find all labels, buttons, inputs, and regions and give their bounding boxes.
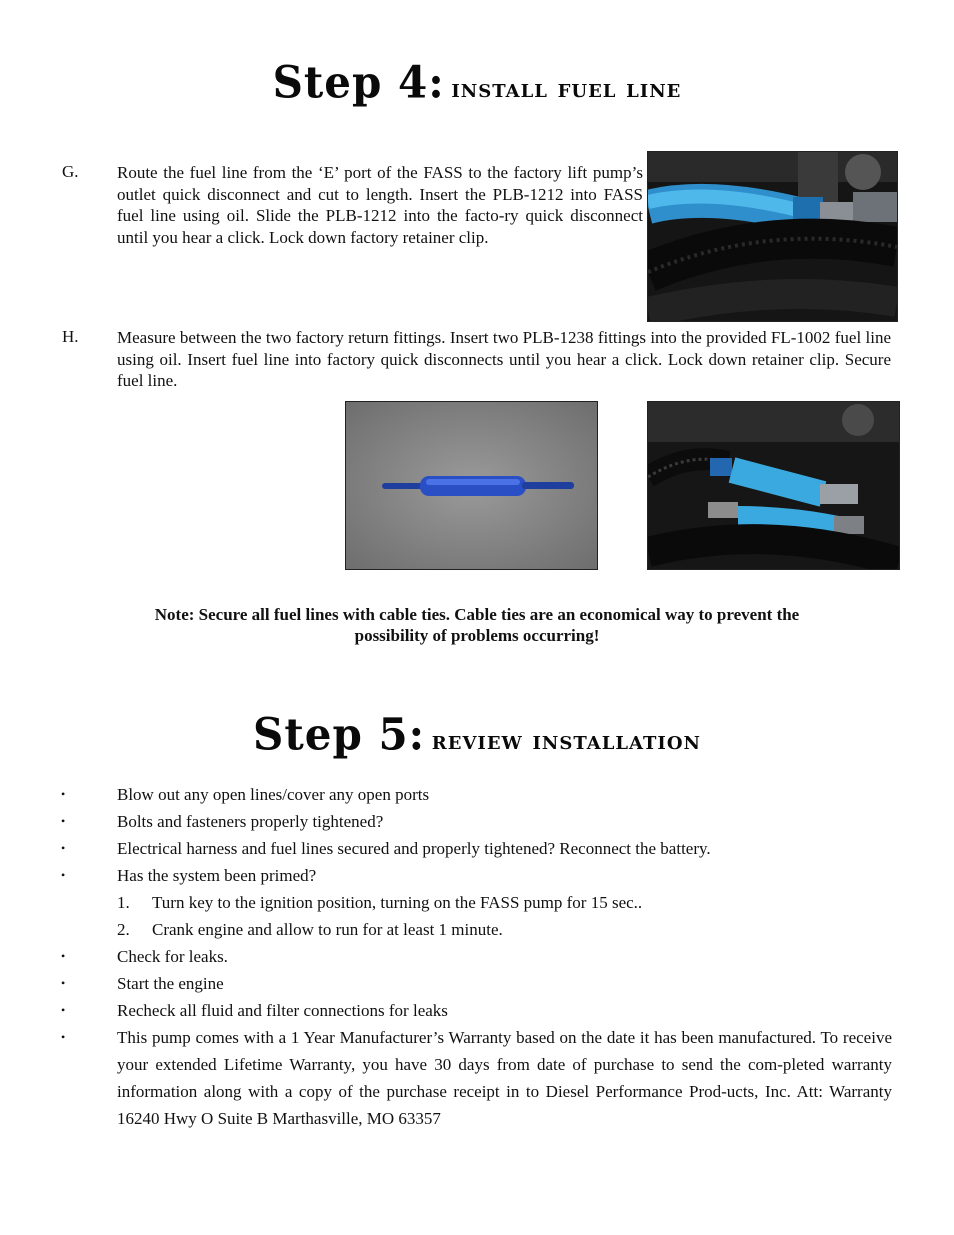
bullet-icon: •: [61, 814, 66, 828]
note-line-2: possibility of problems occurring!: [354, 626, 600, 645]
step-g-letter: G.: [62, 162, 79, 181]
fuel-line-with-fittings-photo: [345, 401, 598, 570]
step-h-text: Measure between the two factory return fittings. Insert two PLB-1238 fittings into the provided FL-1002 fuel line using oil. Insert fuel line into factory quick disconnects until you hear a click. Lock down retainer clip. Secure fuel line.: [117, 328, 891, 391]
step-h-letter: H.: [62, 327, 79, 346]
primed-step-text: Turn key to the ignition position, turning on the FASS pump for 15 sec..: [152, 893, 643, 912]
checklist-item: • Bolts and fasteners properly tightened?: [117, 808, 892, 835]
step-g-text: Route the fuel line from the ‘E’ port of the FASS to the factory lift pump’s outlet quick disconnect and cut to length. Insert the PLB-1212 into FASS fuel line using oil. Slide the PLB-1212 into the facto-ry quick disconnect until you hear a click. Lock down factory retainer clip.: [117, 163, 643, 247]
warranty-text: This pump comes with a 1 Year Manufacturer’s Warranty based on the date it has been manufactured. To receive your extended Lifetime Warranty, you have 30 days from date of purchase to send the com-pleted warranty information along with a copy of the purchase receipt in to Diesel Performance Prod-ucts, Inc. Att: Warranty 16240 Hwy O Suite B Marthasville, MO 63357: [117, 1028, 892, 1128]
step-4-title: install fuel line: [451, 74, 682, 103]
checklist-item: • Has the system been primed?: [117, 862, 892, 889]
warranty-item: [61, 1024, 892, 1132]
step-5-heading: [0, 710, 954, 759]
step-4-prefix: Step 4:: [272, 56, 445, 109]
cable-tie-note: [100, 604, 854, 646]
primed-step-number: 2.: [117, 920, 130, 939]
note-line-1: Note: Secure all fuel lines with cable ties. Cable ties are an economical way to prevent the: [154, 605, 800, 624]
bullet-icon: •: [61, 976, 66, 990]
checklist-item: • Electrical harness and fuel lines secured and properly tightened? Reconnect the battery.: [117, 835, 892, 862]
fass-fuel-line-photo: [647, 151, 898, 322]
bullet-icon: •: [61, 1030, 66, 1044]
return-line-installed-photo: [647, 401, 900, 570]
checklist-item: • Start the engine: [117, 970, 892, 997]
checklist-item: • Recheck all fluid and filter connections for leaks: [117, 997, 892, 1024]
bullet-icon: •: [61, 868, 66, 882]
step-5-prefix: Step 5:: [253, 708, 426, 761]
bullet-icon: •: [61, 841, 66, 855]
step-4-heading: [0, 58, 954, 107]
bullet-icon: •: [61, 787, 66, 801]
checklist-item: • Check for leaks.: [117, 943, 892, 970]
bullet-icon: •: [61, 1003, 66, 1017]
checklist-item: • Blow out any open lines/cover any open ports: [117, 781, 892, 808]
step-5-title: review installation: [431, 726, 701, 755]
primed-step-number: 1.: [117, 893, 130, 912]
primed-step-text: Crank engine and allow to run for at least 1 minute.: [152, 920, 503, 939]
bullet-icon: •: [61, 949, 66, 963]
